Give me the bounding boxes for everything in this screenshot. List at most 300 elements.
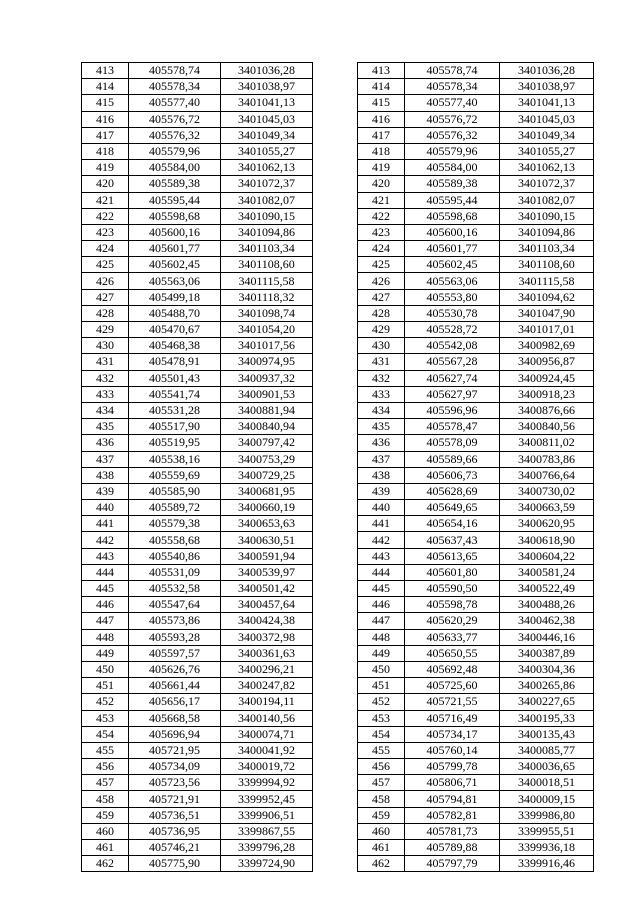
- left-point-number: 422: [82, 208, 129, 224]
- column-gap: [313, 63, 358, 79]
- right-point-number: 462: [358, 856, 405, 872]
- right-x-coordinate: 405601,80: [405, 564, 500, 580]
- right-x-coordinate: 405734,17: [405, 726, 500, 742]
- left-x-coordinate: 405600,16: [129, 224, 221, 240]
- left-y-coordinate: 3400372,98: [221, 629, 313, 645]
- left-y-coordinate: 3401036,28: [221, 63, 313, 79]
- right-point-number: 438: [358, 467, 405, 483]
- right-point-number: 436: [358, 435, 405, 451]
- right-point-number: 432: [358, 370, 405, 386]
- column-gap: [313, 840, 358, 856]
- right-y-coordinate: 3400009,15: [500, 791, 594, 807]
- left-x-coordinate: 405517,90: [129, 419, 221, 435]
- left-y-coordinate: 3401108,60: [221, 257, 313, 273]
- right-point-number: 443: [358, 548, 405, 564]
- left-point-number: 440: [82, 500, 129, 516]
- left-y-coordinate: 3399724,90: [221, 856, 313, 872]
- column-gap: [313, 370, 358, 386]
- column-gap: [313, 160, 358, 176]
- left-y-coordinate: 3399994,92: [221, 775, 313, 791]
- left-point-number: 431: [82, 354, 129, 370]
- right-point-number: 448: [358, 629, 405, 645]
- right-y-coordinate: 3401017,01: [500, 322, 594, 338]
- right-y-coordinate: 3401094,86: [500, 224, 594, 240]
- right-y-coordinate: 3400581,24: [500, 564, 594, 580]
- right-x-coordinate: 405600,16: [405, 224, 500, 240]
- table-row: [82, 645, 594, 661]
- table-row: [82, 532, 594, 548]
- left-x-coordinate: 405563,06: [129, 273, 221, 289]
- left-x-coordinate: 405578,74: [129, 63, 221, 79]
- right-point-number: 441: [358, 516, 405, 532]
- table-row: [82, 840, 594, 856]
- right-y-coordinate: 3401115,58: [500, 273, 594, 289]
- right-point-number: 455: [358, 742, 405, 758]
- table-row: [82, 241, 594, 257]
- left-y-coordinate: 3401062,13: [221, 160, 313, 176]
- left-y-coordinate: 3401049,34: [221, 127, 313, 143]
- table-row: [82, 160, 594, 176]
- right-x-coordinate: 405576,72: [405, 111, 500, 127]
- right-point-number: 428: [358, 305, 405, 321]
- column-gap: [313, 581, 358, 597]
- right-x-coordinate: 405721,55: [405, 694, 500, 710]
- column-gap: [313, 483, 358, 499]
- left-x-coordinate: 405532,58: [129, 581, 221, 597]
- right-y-coordinate: 3401072,37: [500, 176, 594, 192]
- right-y-coordinate: 3400840,56: [500, 419, 594, 435]
- table-row: [82, 305, 594, 321]
- right-y-coordinate: 3401041,13: [500, 95, 594, 111]
- table-row: [82, 402, 594, 418]
- right-x-coordinate: 405578,09: [405, 435, 500, 451]
- left-y-coordinate: 3400457,64: [221, 597, 313, 613]
- right-point-number: 460: [358, 823, 405, 839]
- left-x-coordinate: 405579,96: [129, 143, 221, 159]
- right-y-coordinate: 3400446,16: [500, 629, 594, 645]
- table-row: [82, 451, 594, 467]
- left-x-coordinate: 405531,09: [129, 564, 221, 580]
- left-y-coordinate: 3400937,32: [221, 370, 313, 386]
- column-gap: [313, 257, 358, 273]
- right-y-coordinate: 3401082,07: [500, 192, 594, 208]
- right-point-number: 453: [358, 710, 405, 726]
- left-x-coordinate: 405531,28: [129, 402, 221, 418]
- left-x-coordinate: 405696,94: [129, 726, 221, 742]
- right-y-coordinate: 3401108,60: [500, 257, 594, 273]
- left-y-coordinate: 3400140,56: [221, 710, 313, 726]
- table-row: [82, 257, 594, 273]
- coordinates-table: [81, 62, 594, 872]
- table-row: [82, 176, 594, 192]
- column-gap: [313, 95, 358, 111]
- column-gap: [313, 564, 358, 580]
- right-point-number: 429: [358, 322, 405, 338]
- left-y-coordinate: 3400901,53: [221, 386, 313, 402]
- table-row: [82, 516, 594, 532]
- table-row: [82, 678, 594, 694]
- left-point-number: 461: [82, 840, 129, 856]
- left-y-coordinate: 3401017,56: [221, 338, 313, 354]
- column-gap: [313, 305, 358, 321]
- right-point-number: 461: [358, 840, 405, 856]
- right-y-coordinate: 3400811,02: [500, 435, 594, 451]
- column-gap: [313, 856, 358, 872]
- left-x-coordinate: 405576,32: [129, 127, 221, 143]
- left-x-coordinate: 405538,16: [129, 451, 221, 467]
- right-x-coordinate: 405567,28: [405, 354, 500, 370]
- right-point-number: 424: [358, 241, 405, 257]
- left-point-number: 415: [82, 95, 129, 111]
- right-x-coordinate: 405595,44: [405, 192, 500, 208]
- column-gap: [313, 678, 358, 694]
- table-row: [82, 548, 594, 564]
- right-y-coordinate: 3400387,89: [500, 645, 594, 661]
- right-x-coordinate: 405598,78: [405, 597, 500, 613]
- table-row: [82, 710, 594, 726]
- right-x-coordinate: 405781,73: [405, 823, 500, 839]
- right-x-coordinate: 405806,71: [405, 775, 500, 791]
- left-y-coordinate: 3400194,11: [221, 694, 313, 710]
- left-point-number: 437: [82, 451, 129, 467]
- left-point-number: 418: [82, 143, 129, 159]
- left-y-coordinate: 3400729,25: [221, 467, 313, 483]
- right-point-number: 451: [358, 678, 405, 694]
- left-point-number: 441: [82, 516, 129, 532]
- right-point-number: 439: [358, 483, 405, 499]
- column-gap: [313, 726, 358, 742]
- left-x-coordinate: 405736,95: [129, 823, 221, 839]
- right-point-number: 433: [358, 386, 405, 402]
- right-point-number: 415: [358, 95, 405, 111]
- right-x-coordinate: 405620,29: [405, 613, 500, 629]
- table-row: [82, 629, 594, 645]
- left-y-coordinate: 3400247,82: [221, 678, 313, 694]
- left-point-number: 448: [82, 629, 129, 645]
- left-x-coordinate: 405585,90: [129, 483, 221, 499]
- right-y-coordinate: 3399936,18: [500, 840, 594, 856]
- column-gap: [313, 402, 358, 418]
- right-y-coordinate: 3400730,02: [500, 483, 594, 499]
- left-y-coordinate: 3401072,37: [221, 176, 313, 192]
- left-y-coordinate: 3401090,15: [221, 208, 313, 224]
- right-x-coordinate: 405589,66: [405, 451, 500, 467]
- table-row: [82, 111, 594, 127]
- right-point-number: 442: [358, 532, 405, 548]
- right-x-coordinate: 405782,81: [405, 807, 500, 823]
- column-gap: [313, 322, 358, 338]
- left-point-number: 421: [82, 192, 129, 208]
- right-y-coordinate: 3400766,64: [500, 467, 594, 483]
- left-y-coordinate: 3401041,13: [221, 95, 313, 111]
- table-row: [82, 807, 594, 823]
- right-y-coordinate: 3400876,66: [500, 402, 594, 418]
- right-x-coordinate: 405589,38: [405, 176, 500, 192]
- left-y-coordinate: 3400797,42: [221, 435, 313, 451]
- left-x-coordinate: 405656,17: [129, 694, 221, 710]
- left-point-number: 416: [82, 111, 129, 127]
- left-y-coordinate: 3400539,97: [221, 564, 313, 580]
- table-row: [82, 759, 594, 775]
- right-y-coordinate: 3400956,87: [500, 354, 594, 370]
- left-point-number: 439: [82, 483, 129, 499]
- table-row: [82, 775, 594, 791]
- left-x-coordinate: 405468,38: [129, 338, 221, 354]
- left-x-coordinate: 405478,91: [129, 354, 221, 370]
- right-point-number: 426: [358, 273, 405, 289]
- left-point-number: 417: [82, 127, 129, 143]
- column-gap: [313, 111, 358, 127]
- left-x-coordinate: 405602,45: [129, 257, 221, 273]
- column-gap: [313, 613, 358, 629]
- left-point-number: 433: [82, 386, 129, 402]
- right-x-coordinate: 405794,81: [405, 791, 500, 807]
- table-row: [82, 694, 594, 710]
- left-y-coordinate: 3399796,28: [221, 840, 313, 856]
- column-gap: [313, 224, 358, 240]
- left-y-coordinate: 3400753,29: [221, 451, 313, 467]
- table-row: [82, 127, 594, 143]
- left-x-coordinate: 405721,95: [129, 742, 221, 758]
- left-y-coordinate: 3400653,63: [221, 516, 313, 532]
- column-gap: [313, 694, 358, 710]
- left-x-coordinate: 405573,86: [129, 613, 221, 629]
- left-point-number: 434: [82, 402, 129, 418]
- right-y-coordinate: 3400663,59: [500, 500, 594, 516]
- table-row: [82, 613, 594, 629]
- left-x-coordinate: 405597,57: [129, 645, 221, 661]
- column-gap: [313, 742, 358, 758]
- right-point-number: 430: [358, 338, 405, 354]
- table-row: [82, 224, 594, 240]
- column-gap: [313, 548, 358, 564]
- left-point-number: 430: [82, 338, 129, 354]
- right-point-number: 417: [358, 127, 405, 143]
- right-point-number: 422: [358, 208, 405, 224]
- right-y-coordinate: 3400085,77: [500, 742, 594, 758]
- column-gap: [313, 500, 358, 516]
- left-y-coordinate: 3401082,07: [221, 192, 313, 208]
- left-x-coordinate: 405559,69: [129, 467, 221, 483]
- left-point-number: 429: [82, 322, 129, 338]
- left-point-number: 450: [82, 661, 129, 677]
- column-gap: [313, 127, 358, 143]
- right-x-coordinate: 405799,78: [405, 759, 500, 775]
- right-point-number: 437: [358, 451, 405, 467]
- right-y-coordinate: 3400462,38: [500, 613, 594, 629]
- left-x-coordinate: 405558,68: [129, 532, 221, 548]
- table-row: [82, 597, 594, 613]
- left-y-coordinate: 3400074,71: [221, 726, 313, 742]
- right-x-coordinate: 405596,96: [405, 402, 500, 418]
- right-x-coordinate: 405578,47: [405, 419, 500, 435]
- right-x-coordinate: 405692,48: [405, 661, 500, 677]
- left-x-coordinate: 405541,74: [129, 386, 221, 402]
- left-point-number: 449: [82, 645, 129, 661]
- right-point-number: 435: [358, 419, 405, 435]
- column-gap: [313, 435, 358, 451]
- right-y-coordinate: 3400036,65: [500, 759, 594, 775]
- left-point-number: 435: [82, 419, 129, 435]
- right-y-coordinate: 3399955,51: [500, 823, 594, 839]
- left-y-coordinate: 3400296,21: [221, 661, 313, 677]
- table-row: [82, 143, 594, 159]
- left-y-coordinate: 3400361,63: [221, 645, 313, 661]
- right-x-coordinate: 405628,69: [405, 483, 500, 499]
- column-gap: [313, 645, 358, 661]
- left-point-number: 452: [82, 694, 129, 710]
- right-y-coordinate: 3399986,80: [500, 807, 594, 823]
- right-x-coordinate: 405601,77: [405, 241, 500, 257]
- right-x-coordinate: 405576,32: [405, 127, 500, 143]
- left-y-coordinate: 3401118,32: [221, 289, 313, 305]
- left-point-number: 455: [82, 742, 129, 758]
- table-row: [82, 483, 594, 499]
- left-point-number: 438: [82, 467, 129, 483]
- right-x-coordinate: 405598,68: [405, 208, 500, 224]
- left-y-coordinate: 3401055,27: [221, 143, 313, 159]
- right-y-coordinate: 3401090,15: [500, 208, 594, 224]
- table-row: [82, 79, 594, 95]
- left-y-coordinate: 3401045,03: [221, 111, 313, 127]
- left-y-coordinate: 3401103,34: [221, 241, 313, 257]
- left-x-coordinate: 405579,38: [129, 516, 221, 532]
- left-y-coordinate: 3400974,95: [221, 354, 313, 370]
- left-x-coordinate: 405589,38: [129, 176, 221, 192]
- table-row: [82, 354, 594, 370]
- table-row: [82, 726, 594, 742]
- left-point-number: 454: [82, 726, 129, 742]
- column-gap: [313, 516, 358, 532]
- left-point-number: 442: [82, 532, 129, 548]
- right-point-number: 420: [358, 176, 405, 192]
- table-row: [82, 338, 594, 354]
- left-x-coordinate: 405470,67: [129, 322, 221, 338]
- column-gap: [313, 791, 358, 807]
- column-gap: [313, 289, 358, 305]
- right-x-coordinate: 405606,73: [405, 467, 500, 483]
- right-point-number: 414: [358, 79, 405, 95]
- left-point-number: 457: [82, 775, 129, 791]
- left-x-coordinate: 405723,56: [129, 775, 221, 791]
- right-x-coordinate: 405590,50: [405, 581, 500, 597]
- left-point-number: 426: [82, 273, 129, 289]
- left-point-number: 458: [82, 791, 129, 807]
- left-point-number: 445: [82, 581, 129, 597]
- table-row: [82, 208, 594, 224]
- right-x-coordinate: 405542,08: [405, 338, 500, 354]
- column-gap: [313, 176, 358, 192]
- column-gap: [313, 807, 358, 823]
- left-point-number: 444: [82, 564, 129, 580]
- left-y-coordinate: 3400881,94: [221, 402, 313, 418]
- column-gap: [313, 386, 358, 402]
- left-point-number: 447: [82, 613, 129, 629]
- table-row: [82, 581, 594, 597]
- right-point-number: 457: [358, 775, 405, 791]
- right-x-coordinate: 405633,77: [405, 629, 500, 645]
- table-row: [82, 63, 594, 79]
- right-point-number: 423: [358, 224, 405, 240]
- right-point-number: 445: [358, 581, 405, 597]
- left-point-number: 451: [82, 678, 129, 694]
- table-row: [82, 370, 594, 386]
- right-y-coordinate: 3400195,33: [500, 710, 594, 726]
- left-x-coordinate: 405601,77: [129, 241, 221, 257]
- right-y-coordinate: 3401049,34: [500, 127, 594, 143]
- left-y-coordinate: 3401115,58: [221, 273, 313, 289]
- right-y-coordinate: 3401045,03: [500, 111, 594, 127]
- right-y-coordinate: 3400522,49: [500, 581, 594, 597]
- left-x-coordinate: 405775,90: [129, 856, 221, 872]
- table-row: [82, 661, 594, 677]
- right-x-coordinate: 405654,16: [405, 516, 500, 532]
- left-x-coordinate: 405576,72: [129, 111, 221, 127]
- right-y-coordinate: 3400982,69: [500, 338, 594, 354]
- left-x-coordinate: 405626,76: [129, 661, 221, 677]
- left-point-number: 420: [82, 176, 129, 192]
- table-row: [82, 289, 594, 305]
- right-y-coordinate: 3400018,51: [500, 775, 594, 791]
- left-x-coordinate: 405501,43: [129, 370, 221, 386]
- right-x-coordinate: 405584,00: [405, 160, 500, 176]
- left-y-coordinate: 3400501,42: [221, 581, 313, 597]
- table-row: [82, 419, 594, 435]
- left-x-coordinate: 405499,18: [129, 289, 221, 305]
- right-x-coordinate: 405579,96: [405, 143, 500, 159]
- right-point-number: 419: [358, 160, 405, 176]
- left-x-coordinate: 405547,64: [129, 597, 221, 613]
- right-y-coordinate: 3401047,90: [500, 305, 594, 321]
- column-gap: [313, 629, 358, 645]
- table-row: [82, 856, 594, 872]
- table-row: [82, 192, 594, 208]
- table-row: [82, 823, 594, 839]
- left-x-coordinate: 405584,00: [129, 160, 221, 176]
- right-x-coordinate: 405797,79: [405, 856, 500, 872]
- right-point-number: 425: [358, 257, 405, 273]
- right-y-coordinate: 3400783,86: [500, 451, 594, 467]
- column-gap: [313, 710, 358, 726]
- column-gap: [313, 208, 358, 224]
- column-gap: [313, 661, 358, 677]
- right-y-coordinate: 3400304,36: [500, 661, 594, 677]
- right-x-coordinate: 405602,45: [405, 257, 500, 273]
- right-point-number: 449: [358, 645, 405, 661]
- right-y-coordinate: 3401038,97: [500, 79, 594, 95]
- table-row: [82, 386, 594, 402]
- left-point-number: 424: [82, 241, 129, 257]
- right-point-number: 421: [358, 192, 405, 208]
- right-x-coordinate: 405578,74: [405, 63, 500, 79]
- left-x-coordinate: 405593,28: [129, 629, 221, 645]
- right-point-number: 459: [358, 807, 405, 823]
- left-y-coordinate: 3400424,38: [221, 613, 313, 629]
- left-x-coordinate: 405661,44: [129, 678, 221, 694]
- right-y-coordinate: 3401036,28: [500, 63, 594, 79]
- left-x-coordinate: 405577,40: [129, 95, 221, 111]
- right-x-coordinate: 405577,40: [405, 95, 500, 111]
- right-y-coordinate: 3400265,86: [500, 678, 594, 694]
- left-point-number: 432: [82, 370, 129, 386]
- right-point-number: 434: [358, 402, 405, 418]
- right-x-coordinate: 405578,34: [405, 79, 500, 95]
- left-point-number: 414: [82, 79, 129, 95]
- left-point-number: 443: [82, 548, 129, 564]
- left-point-number: 413: [82, 63, 129, 79]
- left-y-coordinate: 3399952,45: [221, 791, 313, 807]
- right-y-coordinate: 3399916,46: [500, 856, 594, 872]
